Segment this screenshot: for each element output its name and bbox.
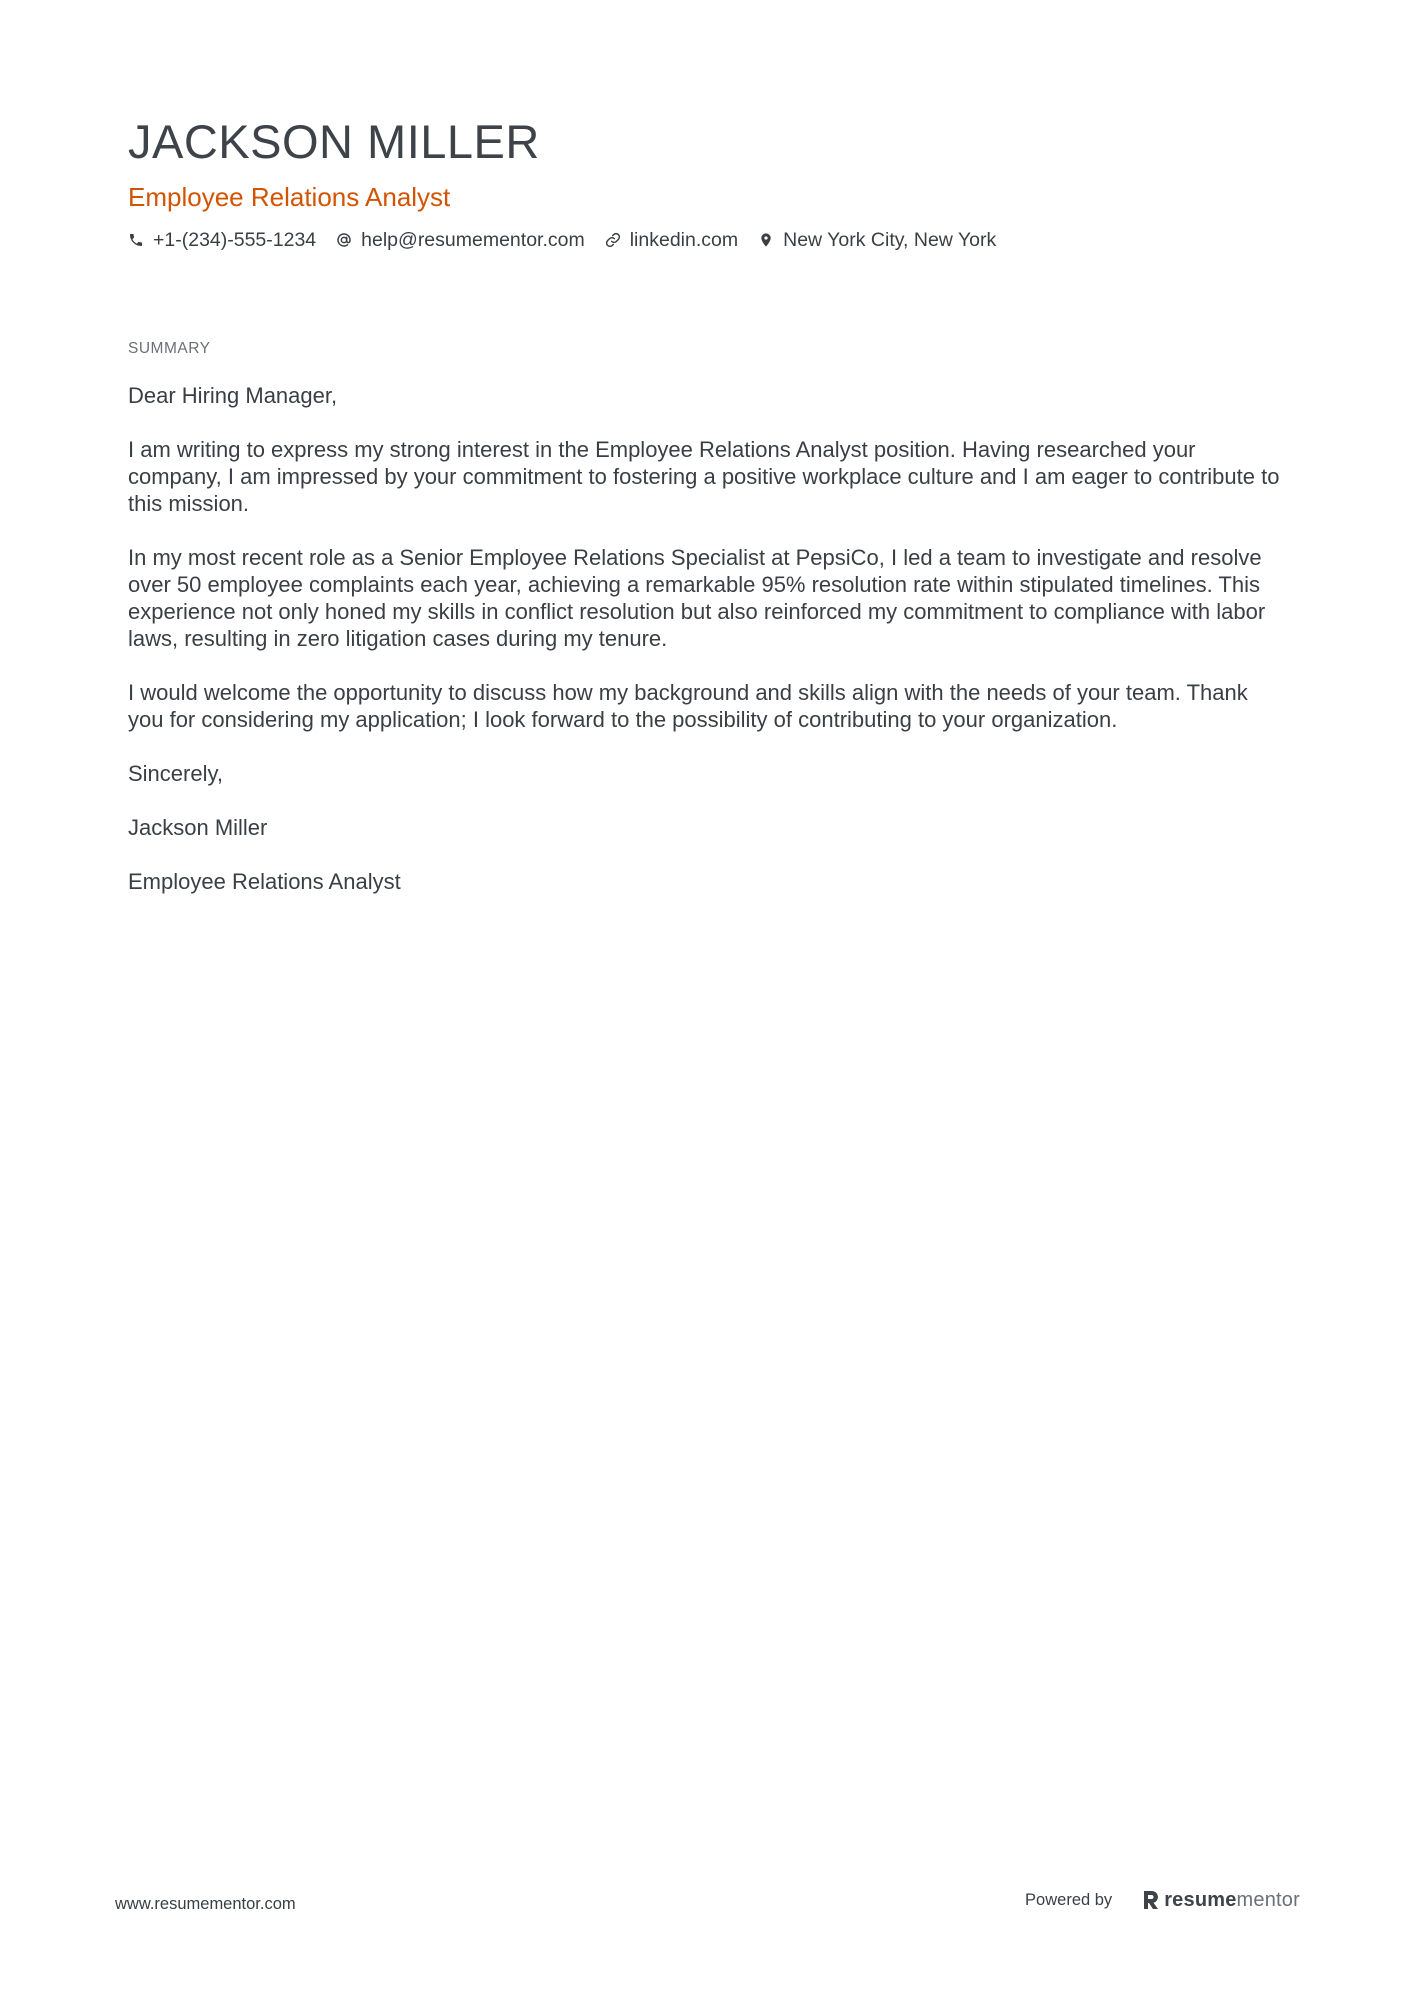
contact-phone xyxy=(128,226,316,254)
letter-body xyxy=(128,382,1288,922)
letter-greeting: Dear Hiring Manager, xyxy=(128,383,338,408)
location-text: New York City, New York xyxy=(783,229,997,251)
contact-website[interactable] xyxy=(605,226,738,254)
resumementor-logo-icon xyxy=(1142,1890,1160,1910)
at-icon xyxy=(336,232,352,248)
letter-paragraph: I would welcome the opportunity to discuss how my background and skills align with the needs of your team. Thank you for considering my application; I look forward to the possibility of contributing to your organization. xyxy=(128,680,1248,732)
signature-name: Jackson Miller xyxy=(128,815,268,840)
email-text: help@resumementor.com xyxy=(361,229,585,251)
brand-name-light: mentor xyxy=(1236,1889,1300,1911)
footer-website-link[interactable]: www.resumementor.com xyxy=(115,1895,296,1913)
contact-bar xyxy=(128,226,1016,254)
brand-logo[interactable] xyxy=(1142,1888,1300,1912)
letter-closing: Sincerely, xyxy=(128,761,223,786)
footer-branding xyxy=(1025,1888,1300,1912)
letter-paragraph: In my most recent role as a Senior Employee Relations Specialist at PepsiCo, I led a team to investigate and resolve over 50 employee complaints each year, achieving a remarkable 95% resolution rate within stipulated timelines. This experience not only honed my skills in conflict resolution but also reinforced my commitment to compliance with labor laws, resulting in zero litigation cases during my tenure. xyxy=(128,545,1266,651)
phone-text: +1-(234)-555-1234 xyxy=(153,229,317,251)
map-pin-icon xyxy=(758,232,774,248)
brand-name-strong: resume xyxy=(1164,1889,1237,1911)
signature-title: Employee Relations Analyst xyxy=(128,869,401,894)
powered-by-label: Powered by xyxy=(1025,1891,1113,1909)
section-label-summary: SUMMARY xyxy=(128,340,211,357)
website-text: linkedin.com xyxy=(629,229,739,251)
job-title: Employee Relations Analyst xyxy=(128,182,451,212)
letter-paragraph: I am writing to express my strong interest in the Employee Relations Analyst position. Having researched your company, I am impressed by your commitment to fostering a positive workplace culture and I am eager to contribute to this mission. xyxy=(128,437,1280,516)
phone-icon xyxy=(128,232,144,248)
link-icon xyxy=(605,232,621,248)
applicant-name: JACKSON MILLER xyxy=(128,115,540,168)
contact-email[interactable] xyxy=(336,226,585,254)
contact-location xyxy=(758,226,996,254)
